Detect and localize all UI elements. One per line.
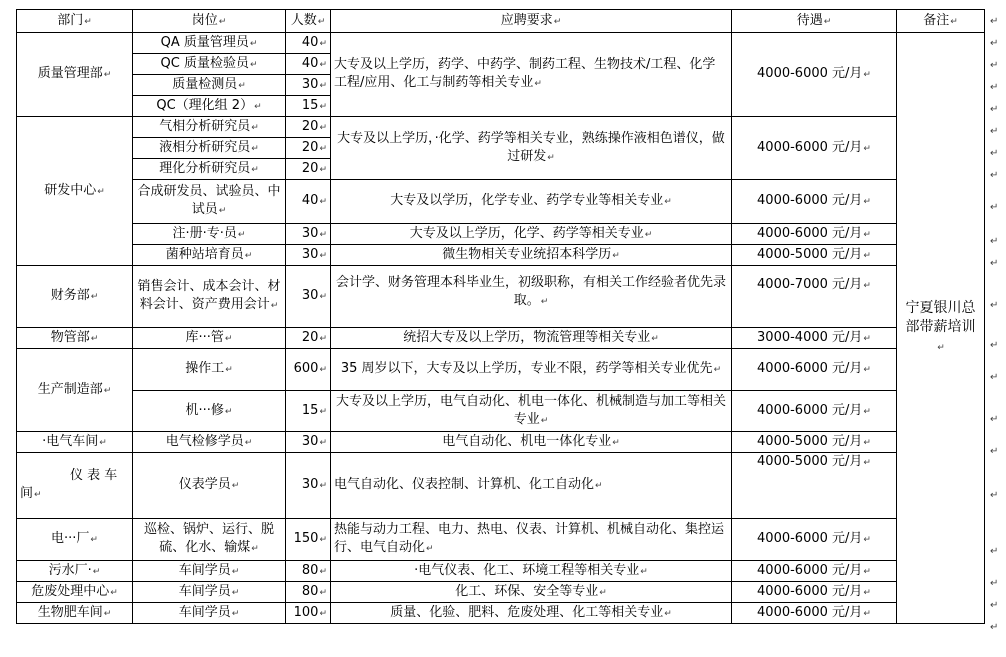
salary-cell: 4000-6000 元/月↵ [732,349,897,391]
count-cell: 20↵ [286,328,331,349]
position-cell: 车间学员↵ [133,603,286,624]
requirement-cell: 热能与动力工程、电力、热电、仪表、计算机、机械自动化、集控运行、电气自动化↵ [331,519,732,561]
requirement-cell: 质量、化验、肥料、危废处理、化工等相关专业↵ [331,603,732,624]
salary-cell: 4000-6000 元/月↵ [732,117,897,180]
salary-cell: 4000-7000 元/月↵ [732,266,897,328]
count-cell: 30↵ [286,245,331,266]
table-row [17,349,985,391]
requirement-cell: 统招大专及以上学历，物流管理等相关专业↵ [331,328,732,349]
table-row [17,117,985,138]
position-cell: QC 质量检验员↵ [133,54,286,75]
count-cell: 80↵ [286,561,331,582]
position-cell: QC（理化组 2）↵ [133,96,286,117]
salary-cell: 4000-6000 元/月↵ [732,180,897,224]
count-cell: 30↵ [286,75,331,96]
dept-line-1: 仪 表 车 [70,468,118,483]
dept-cell: 生产制造部↵ [17,349,133,432]
count-cell: 20↵ [286,159,331,180]
count-cell: 150↵ [286,519,331,561]
count-cell: 80↵ [286,582,331,603]
count-cell: 100↵ [286,603,331,624]
position-cell: 质量检测员↵ [133,75,286,96]
salary-cell: 4000-6000 元/月↵ [732,391,897,432]
note-cell: 宁夏银川总部带薪培训↵ [897,33,985,624]
requirement-cell: 化工、环保、安全等专业↵ [331,582,732,603]
recruitment-table [16,9,985,624]
row-end-mark: ↵ [990,258,999,269]
salary-cell: 4000-6000 元/月↵ [732,603,897,624]
position-cell: 气相分析研究员↵ [133,117,286,138]
position-cell: 机···修↵ [133,391,286,432]
position-cell: 液相分析研究员↵ [133,138,286,159]
row-end-mark: ↵ [990,372,999,383]
count-cell: 20↵ [286,117,331,138]
row-end-mark: ↵ [990,600,999,611]
dept-cell: 生物肥车间↵ [17,603,133,624]
position-cell: 操作工↵ [133,349,286,391]
position-cell: 巡检、锅炉、运行、脱硫、化水、输煤↵ [133,519,286,561]
row-end-mark: ↵ [990,300,999,311]
position-cell: 电气检修学员↵ [133,432,286,453]
row-end-mark: ↵ [990,546,999,557]
dept-cell: 研发中心↵ [17,117,133,266]
dept-cell [17,453,133,519]
row-end-mark: ↵ [990,340,999,351]
requirement-cell: 大专及以上学历，化学、药学等相关专业↵ [331,224,732,245]
row-end-mark: ↵ [990,236,999,247]
table-row [17,519,985,561]
position-cell: 注·册·专·员↵ [133,224,286,245]
table-row [17,453,985,519]
row-end-mark: ↵ [990,414,999,425]
position-cell: 车间学员↵ [133,561,286,582]
count-cell: 30↵ [286,224,331,245]
table-row [17,245,985,266]
header-dept: 部门↵ [17,10,133,33]
header-requirement: 应聘要求↵ [331,10,732,33]
salary-cell: 4000-5000 元/月↵ [732,453,897,519]
count-cell: 40↵ [286,180,331,224]
dept-cell: 财务部↵ [17,266,133,328]
requirement-cell: 会计学、财务管理本科毕业生，初级职称，有相关工作经验者优先录取。↵ [331,266,732,328]
position-cell: 销售会计、成本会计、材料会计、资产费用会计↵ [133,266,286,328]
count-cell: 600↵ [286,349,331,391]
dept-cell: 污水厂·↵ [17,561,133,582]
salary-cell: 4000-6000 元/月↵ [732,224,897,245]
dept-cell: 质量管理部↵ [17,33,133,117]
table-row [17,582,985,603]
count-cell: 15↵ [286,96,331,117]
row-end-mark: ↵ [990,16,999,27]
row-end-mark: ↵ [990,104,999,115]
table-row [17,33,985,54]
header-position: 岗位↵ [133,10,286,33]
table-row [17,180,985,224]
table-row [17,561,985,582]
position-cell: 车间学员↵ [133,582,286,603]
table-row [17,391,985,432]
row-end-mark: ↵ [990,490,999,501]
row-end-mark: ↵ [990,38,999,49]
row-end-mark: ↵ [990,446,999,457]
position-cell: 库···管↵ [133,328,286,349]
requirement-cell: 大专及以学历，化学专业、药学专业等相关专业↵ [331,180,732,224]
dept-cell: 危废处理中心↵ [17,582,133,603]
row-end-mark: ↵ [990,578,999,589]
header-row [17,10,985,33]
position-cell: 仪表学员↵ [133,453,286,519]
count-cell: 30↵ [286,432,331,453]
salary-cell: 4000-6000 元/月↵ [732,33,897,117]
table-row [17,224,985,245]
requirement-cell: 电气自动化、机电一体化专业↵ [331,432,732,453]
row-end-mark: ↵ [990,148,999,159]
table-row [17,432,985,453]
requirement-cell: ·电气仪表、化工、环境工程等相关专业↵ [331,561,732,582]
header-salary: 待遇↵ [732,10,897,33]
header-count: 人数↵ [286,10,331,33]
row-end-mark: ↵ [990,170,999,181]
requirement-cell: 电气自动化、仪表控制、计算机、化工自动化↵ [331,453,732,519]
dept-line-2: 间↵ [20,486,42,501]
count-cell: 40↵ [286,54,331,75]
row-end-mark: ↵ [990,82,999,93]
position-cell: 理化分析研究员↵ [133,159,286,180]
salary-cell: 4000-6000 元/月↵ [732,519,897,561]
count-cell: 30↵ [286,266,331,328]
row-end-mark: ↵ [990,622,999,633]
requirement-cell: 大专及以上学历，药学、中药学、制药工程、生物技术/工程、化学工程/应用、化工与制药等相关专业↵ [331,33,732,117]
dept-cell: 物管部↵ [17,328,133,349]
count-cell: 40↵ [286,33,331,54]
row-end-mark: ↵ [990,126,999,137]
dept-cell: ·电气车间↵ [17,432,133,453]
table-row [17,328,985,349]
requirement-cell: 微生物相关专业统招本科学历↵ [331,245,732,266]
row-end-mark: ↵ [990,60,999,71]
salary-cell: 4000-5000 元/月↵ [732,245,897,266]
salary-cell: 3000-4000 元/月↵ [732,328,897,349]
salary-cell: 4000-6000 元/月↵ [732,582,897,603]
dept-cell: 电···厂↵ [17,519,133,561]
salary-cell: 4000-5000 元/月↵ [732,432,897,453]
requirement-cell: 大专及以上学历，电气自动化、机电一体化、机械制造与加工等相关专业↵ [331,391,732,432]
requirement-cell: 大专及以上学历，·化学、药学等相关专业，熟练操作液相色谱仪，做过研发↵ [331,117,732,180]
position-cell: QA 质量管理员↵ [133,33,286,54]
requirement-cell: 35 周岁以下，大专及以上学历，专业不限，药学等相关专业优先↵ [331,349,732,391]
position-cell: 合成研发员、试验员、中试员↵ [133,180,286,224]
position-cell: 菌种站培育员↵ [133,245,286,266]
salary-cell: 4000-6000 元/月↵ [732,561,897,582]
header-note: 备注↵ [897,10,985,33]
table-row [17,266,985,328]
count-cell: 30↵ [286,453,331,519]
table-row [17,603,985,624]
count-cell: 15↵ [286,391,331,432]
count-cell: 20↵ [286,138,331,159]
row-end-mark: ↵ [990,202,999,213]
